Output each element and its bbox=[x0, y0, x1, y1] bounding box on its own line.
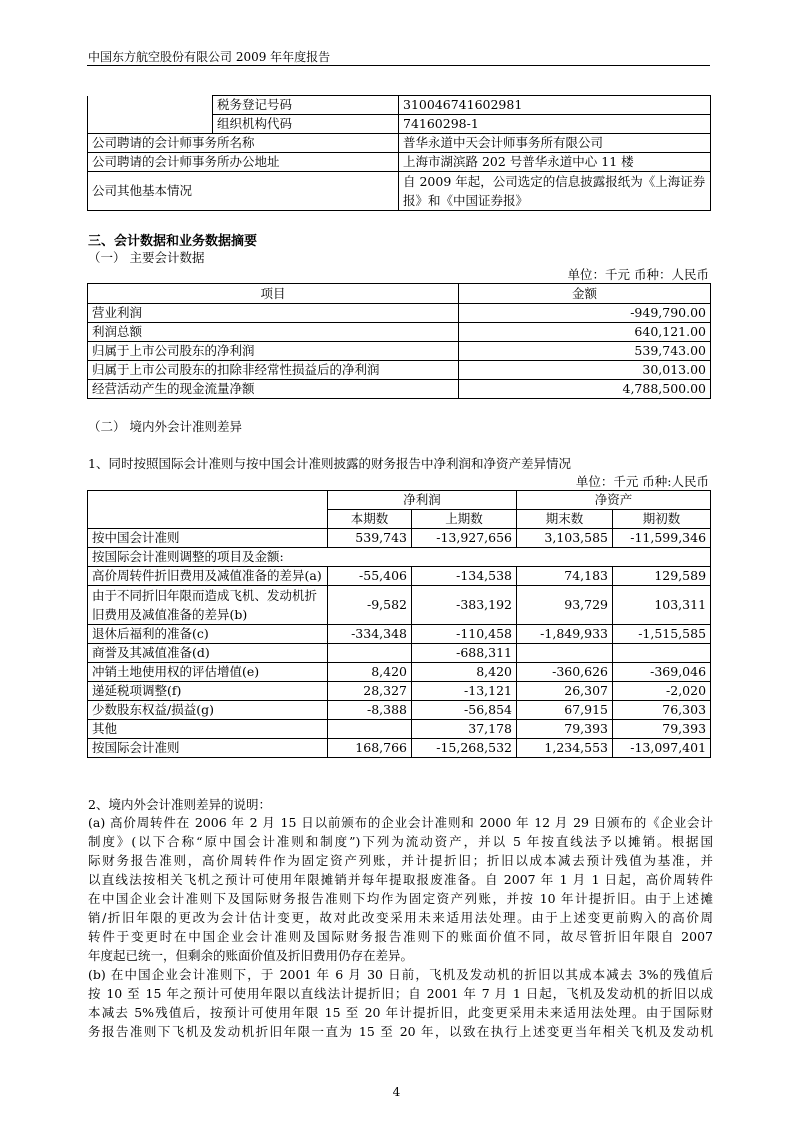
gaap-difference-table bbox=[87, 490, 711, 758]
paragraph-line: (a) 高价周转件在 2006 年 2 月 15 日以前颁布的企业会计准则和 2000 年 12 月 29 日颁布的《企业会计 bbox=[88, 815, 713, 830]
company-info-table bbox=[87, 95, 711, 211]
value-cell: -11,599,346 bbox=[613, 529, 711, 548]
table-header-row bbox=[88, 491, 711, 510]
info-value: 310046741602981 bbox=[399, 96, 711, 115]
section-title: 三、会计数据和业务数据摘要 bbox=[88, 234, 258, 249]
table-header-row bbox=[88, 284, 711, 304]
table-row bbox=[88, 701, 711, 720]
item-cell: 归属于上市公司股东的净利润 bbox=[88, 342, 459, 361]
table-row bbox=[88, 663, 711, 682]
paragraph-line: 销/折旧年限的更改为会计估计变更，故对此改变采用未来适用法处理。由于上述变更前购入的高价周 bbox=[88, 910, 713, 925]
table-row bbox=[88, 172, 711, 211]
value-cell bbox=[328, 720, 412, 739]
value-cell: -688,311 bbox=[412, 644, 517, 663]
paragraph-line: 制度》(以下合称“原中国会计准则和制度”)下列为流动资产，并以 5 年按直线法予以摊销。根据国 bbox=[88, 834, 713, 849]
empty-cell bbox=[88, 96, 213, 134]
table-row bbox=[88, 548, 711, 567]
info-value: 74160298-1 bbox=[399, 115, 711, 134]
page-number: 4 bbox=[392, 1085, 401, 1099]
subsection-title: （一） 主要会计数据 bbox=[88, 250, 205, 265]
row-label: 冲销土地使用权的评估增值(e) bbox=[88, 663, 328, 682]
value-cell: -13,121 bbox=[412, 682, 517, 701]
paragraph-line: (b) 在中国企业会计准则下，于 2001 年 6 月 30 日前，飞机及发动机的折旧以其成本减去 3%的残值后 bbox=[88, 967, 713, 982]
paragraph-line: 转件于变更时在中国企业会计准则及国际财务报告准则下的账面价值不同，故尽管折旧年限自 2007 bbox=[88, 929, 713, 944]
value-cell bbox=[328, 644, 412, 663]
info-value: 普华永道中天会计师事务所有限公司 bbox=[399, 134, 711, 153]
value-cell: -13,927,656 bbox=[412, 529, 517, 548]
info-label: 组织机构代码 bbox=[213, 115, 399, 134]
unit-label: 单位：千元 币种：人民币 bbox=[567, 267, 709, 282]
table-row bbox=[88, 644, 711, 663]
amount-cell: 4,788,500.00 bbox=[459, 380, 711, 399]
value-cell: 8,420 bbox=[328, 663, 412, 682]
amount-cell: 30,013.00 bbox=[459, 361, 711, 380]
value-cell: 8,420 bbox=[412, 663, 517, 682]
value-cell: -13,097,401 bbox=[613, 739, 711, 758]
row-label: 退休后福利的准备(c) bbox=[88, 625, 328, 644]
explanation-b bbox=[88, 965, 713, 1041]
value-cell: -110,458 bbox=[412, 625, 517, 644]
info-label: 公司聘请的会计师事务所办公地址 bbox=[88, 153, 399, 172]
value-cell: -15,268,532 bbox=[412, 739, 517, 758]
amount-cell: 640,121.00 bbox=[459, 323, 711, 342]
value-cell: 76,303 bbox=[613, 701, 711, 720]
row-label: 高价周转件折旧费用及减值准备的差异(a) bbox=[88, 567, 328, 586]
value-cell bbox=[613, 644, 711, 663]
item-heading: 1、同时按照国际会计准则与按中国会计准则披露的财务报告中净利润和净资产差异情况 bbox=[88, 456, 571, 471]
info-label: 税务登记号码 bbox=[213, 96, 399, 115]
value-cell: -369,046 bbox=[613, 663, 711, 682]
paragraph-line: 本减去 5%残值后，按预计可使用年限 15 至 20 年计提折旧，此变更采用未来适用法处理。由于国际财 bbox=[88, 1005, 713, 1020]
value-cell: 3,103,585 bbox=[517, 529, 613, 548]
column-header: 金额 bbox=[459, 284, 711, 304]
table-row bbox=[88, 739, 711, 758]
value-cell: 37,178 bbox=[412, 720, 517, 739]
value-cell: -2,020 bbox=[613, 682, 711, 701]
row-label: 递延税项调整(f) bbox=[88, 682, 328, 701]
column-header: 上期数 bbox=[412, 510, 517, 529]
page-header-title: 中国东方航空股份有限公司 2009 年年度报告 bbox=[88, 50, 331, 64]
group-header: 净利润 bbox=[328, 491, 517, 510]
info-value: 上海市湖滨路 202 号普华永道中心 11 楼 bbox=[399, 153, 711, 172]
paragraph-line: 年度起已统一，但剩余的账面价值及折旧费用仍存在差异。 bbox=[88, 948, 414, 963]
info-label: 公司其他基本情况 bbox=[88, 172, 399, 211]
table-row bbox=[88, 342, 711, 361]
header-divider bbox=[87, 65, 710, 66]
item-heading: 2、境内外会计准则差异的说明： bbox=[88, 797, 271, 812]
table-row bbox=[88, 96, 711, 115]
unit-label: 单位：千元 币种:人民币 bbox=[575, 474, 709, 489]
row-label: 少数股东权益/损益(g) bbox=[88, 701, 328, 720]
value-cell: 79,393 bbox=[613, 720, 711, 739]
paragraph-line: 按 10 至 15 年之预计可使用年限以直线法计提折旧；自 2001 年 7 月 1 日起，飞机及发动机的折旧以成 bbox=[88, 986, 713, 1001]
item-cell: 经营活动产生的现金流量净额 bbox=[88, 380, 459, 399]
table-row bbox=[88, 720, 711, 739]
value-cell: 93,729 bbox=[517, 586, 613, 625]
paragraph-line: 务报告准则下飞机及发动机折旧年限一直为 15 至 20 年，以致在执行上述变更当年相关飞机及发动机 bbox=[88, 1024, 713, 1039]
empty-header-cell bbox=[88, 491, 328, 529]
row-label: 按中国会计准则 bbox=[88, 529, 328, 548]
value-cell: -360,626 bbox=[517, 663, 613, 682]
value-cell: 539,743 bbox=[328, 529, 412, 548]
item-cell: 利润总额 bbox=[88, 323, 459, 342]
table-row bbox=[88, 361, 711, 380]
item-cell: 归属于上市公司股东的扣除非经常性损益后的净利润 bbox=[88, 361, 459, 380]
row-label: 按国际会计准则 bbox=[88, 739, 328, 758]
value-cell: 1,234,553 bbox=[517, 739, 613, 758]
main-accounting-data-table bbox=[87, 283, 711, 399]
value-cell: 103,311 bbox=[613, 586, 711, 625]
explanation-a bbox=[88, 813, 713, 965]
info-value: 自 2009 年起，公司选定的信息披露报纸为《上海证券报》和《中国证券报》 bbox=[399, 172, 711, 211]
column-header: 项目 bbox=[88, 284, 459, 304]
value-cell: -1,849,933 bbox=[517, 625, 613, 644]
column-header: 期末数 bbox=[517, 510, 613, 529]
value-cell: -1,515,585 bbox=[613, 625, 711, 644]
value-cell: -383,192 bbox=[412, 586, 517, 625]
table-row bbox=[88, 380, 711, 399]
group-header: 净资产 bbox=[517, 491, 711, 510]
item-cell: 营业利润 bbox=[88, 304, 459, 323]
row-label: 其他 bbox=[88, 720, 328, 739]
table-row bbox=[88, 323, 711, 342]
table-row bbox=[88, 586, 711, 625]
table-row bbox=[88, 567, 711, 586]
value-cell: 74,183 bbox=[517, 567, 613, 586]
value-cell: -134,538 bbox=[412, 567, 517, 586]
subsection-title: （二） 境内外会计准则差异 bbox=[88, 419, 242, 434]
info-label: 公司聘请的会计师事务所名称 bbox=[88, 134, 399, 153]
value-cell: 168,766 bbox=[328, 739, 412, 758]
value-cell: 26,307 bbox=[517, 682, 613, 701]
column-header: 期初数 bbox=[613, 510, 711, 529]
value-cell: -334,348 bbox=[328, 625, 412, 644]
table-row bbox=[88, 304, 711, 323]
paragraph-line: 在中国企业会计准则下及国际财务报告准则下均作为固定资产列账，并按 10 年计提折旧。由于上述摊 bbox=[88, 891, 713, 906]
value-cell: -9,582 bbox=[328, 586, 412, 625]
value-cell bbox=[517, 644, 613, 663]
value-cell: -8,388 bbox=[328, 701, 412, 720]
table-row bbox=[88, 529, 711, 548]
amount-cell: 539,743.00 bbox=[459, 342, 711, 361]
value-cell: 129,589 bbox=[613, 567, 711, 586]
amount-cell: -949,790.00 bbox=[459, 304, 711, 323]
value-cell: -56,854 bbox=[412, 701, 517, 720]
table-row bbox=[88, 153, 711, 172]
table-row bbox=[88, 134, 711, 153]
paragraph-line: 以直线法按相关飞机之预计可使用年限摊销并每年提取报废准备。自 2007 年 1 月 1 日起，高价周转件 bbox=[88, 872, 713, 887]
column-header: 本期数 bbox=[328, 510, 412, 529]
adjustment-heading: 按国际会计准则调整的项目及金额: bbox=[88, 548, 711, 567]
table-row bbox=[88, 682, 711, 701]
table-row bbox=[88, 625, 711, 644]
row-label: 商誉及其减值准备(d) bbox=[88, 644, 328, 663]
value-cell: 67,915 bbox=[517, 701, 613, 720]
value-cell: -55,406 bbox=[328, 567, 412, 586]
row-label: 由于不同折旧年限而造成飞机、发动机折旧费用及减值准备的差异(b) bbox=[88, 586, 328, 625]
value-cell: 28,327 bbox=[328, 682, 412, 701]
paragraph-line: 际财务报告准则，高价周转件作为固定资产列账，并计提折旧；折旧以成本减去预计残值为基准，并 bbox=[88, 853, 713, 868]
value-cell: 79,393 bbox=[517, 720, 613, 739]
